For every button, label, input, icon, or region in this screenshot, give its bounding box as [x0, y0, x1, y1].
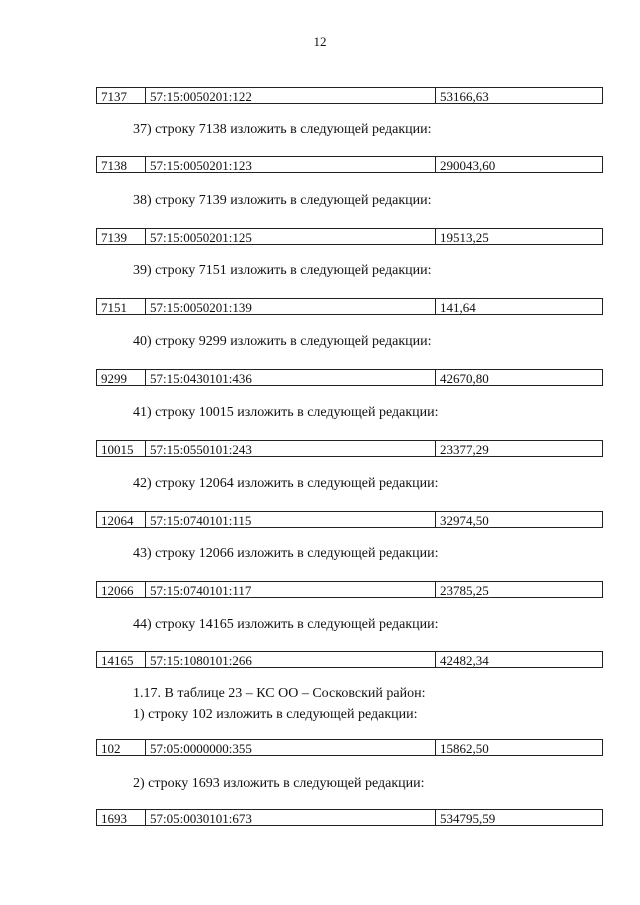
row-number-cell: 7137	[97, 88, 146, 103]
table-row	[96, 369, 603, 386]
value-cell: 19513,25	[440, 230, 489, 245]
value-cell: 141,64	[440, 300, 476, 315]
table-row	[96, 511, 603, 528]
amendment-paragraph: 43) строку 12066 изложить в следующей редакции:	[133, 546, 439, 561]
amendment-paragraph: 39) строку 7151 изложить в следующей редакции:	[133, 263, 432, 278]
row-number-cell: 7139	[97, 229, 146, 244]
row-number-cell: 10015	[97, 441, 146, 456]
table-row	[96, 651, 603, 668]
row-number-cell: 12064	[97, 512, 146, 527]
value-cell: 15862,50	[440, 741, 489, 756]
amendment-paragraph: 37) строку 7138 изложить в следующей редакции:	[133, 122, 432, 137]
amendment-paragraph: 44) строку 14165 изложить в следующей редакции:	[133, 617, 439, 632]
cadastral-number-cell: 57:05:0000000:355	[146, 740, 436, 755]
value-cell: 290043,60	[440, 158, 496, 173]
section-heading: 1.17. В таблице 23 – КС ОО – Сосковский район:	[133, 686, 426, 701]
row-number-cell: 7151	[97, 299, 146, 314]
table-row	[96, 739, 603, 756]
cadastral-number-cell: 57:15:0050201:122	[146, 88, 436, 103]
amendment-paragraph: 41) строку 10015 изложить в следующей редакции:	[133, 405, 439, 420]
value-cell: 23377,29	[440, 442, 489, 457]
value-cell: 42670,80	[440, 371, 489, 386]
amendment-paragraph: 40) строку 9299 изложить в следующей редакции:	[133, 334, 432, 349]
value-cell: 534795,59	[440, 811, 496, 826]
table-row	[96, 87, 603, 104]
amendment-paragraph: 42) строку 12064 изложить в следующей редакции:	[133, 476, 439, 491]
amendment-paragraph: 2) строку 1693 изложить в следующей редакции:	[133, 776, 425, 791]
value-cell: 23785,25	[440, 583, 489, 598]
cadastral-number-cell: 57:15:0740101:117	[146, 582, 436, 597]
table-row	[96, 581, 603, 598]
amendment-paragraph: 38) строку 7139 изложить в следующей редакции:	[133, 193, 432, 208]
amendment-paragraph: 1) строку 102 изложить в следующей редакции:	[133, 707, 418, 722]
table-row	[96, 156, 603, 173]
cadastral-number-cell: 57:15:0740101:115	[146, 512, 436, 527]
table-row	[96, 298, 603, 315]
row-number-cell: 12066	[97, 582, 146, 597]
row-number-cell: 7138	[97, 157, 146, 172]
cadastral-number-cell: 57:15:0550101:243	[146, 441, 436, 456]
page-number: 12	[313, 34, 327, 49]
table-row	[96, 228, 603, 245]
cadastral-number-cell: 57:15:0050201:125	[146, 229, 436, 244]
value-cell: 32974,50	[440, 513, 489, 528]
cadastral-number-cell: 57:15:0430101:436	[146, 370, 436, 385]
row-number-cell: 9299	[97, 370, 146, 385]
row-number-cell: 14165	[97, 652, 146, 667]
value-cell: 42482,34	[440, 653, 489, 668]
cadastral-number-cell: 57:05:0030101:673	[146, 810, 436, 825]
value-cell: 53166,63	[440, 89, 489, 104]
table-row	[96, 809, 603, 826]
cadastral-number-cell: 57:15:0050201:123	[146, 157, 436, 172]
table-row	[96, 440, 603, 457]
cadastral-number-cell: 57:15:0050201:139	[146, 299, 436, 314]
row-number-cell: 1693	[97, 810, 146, 825]
cadastral-number-cell: 57:15:1080101:266	[146, 652, 436, 667]
row-number-cell: 102	[97, 740, 146, 755]
